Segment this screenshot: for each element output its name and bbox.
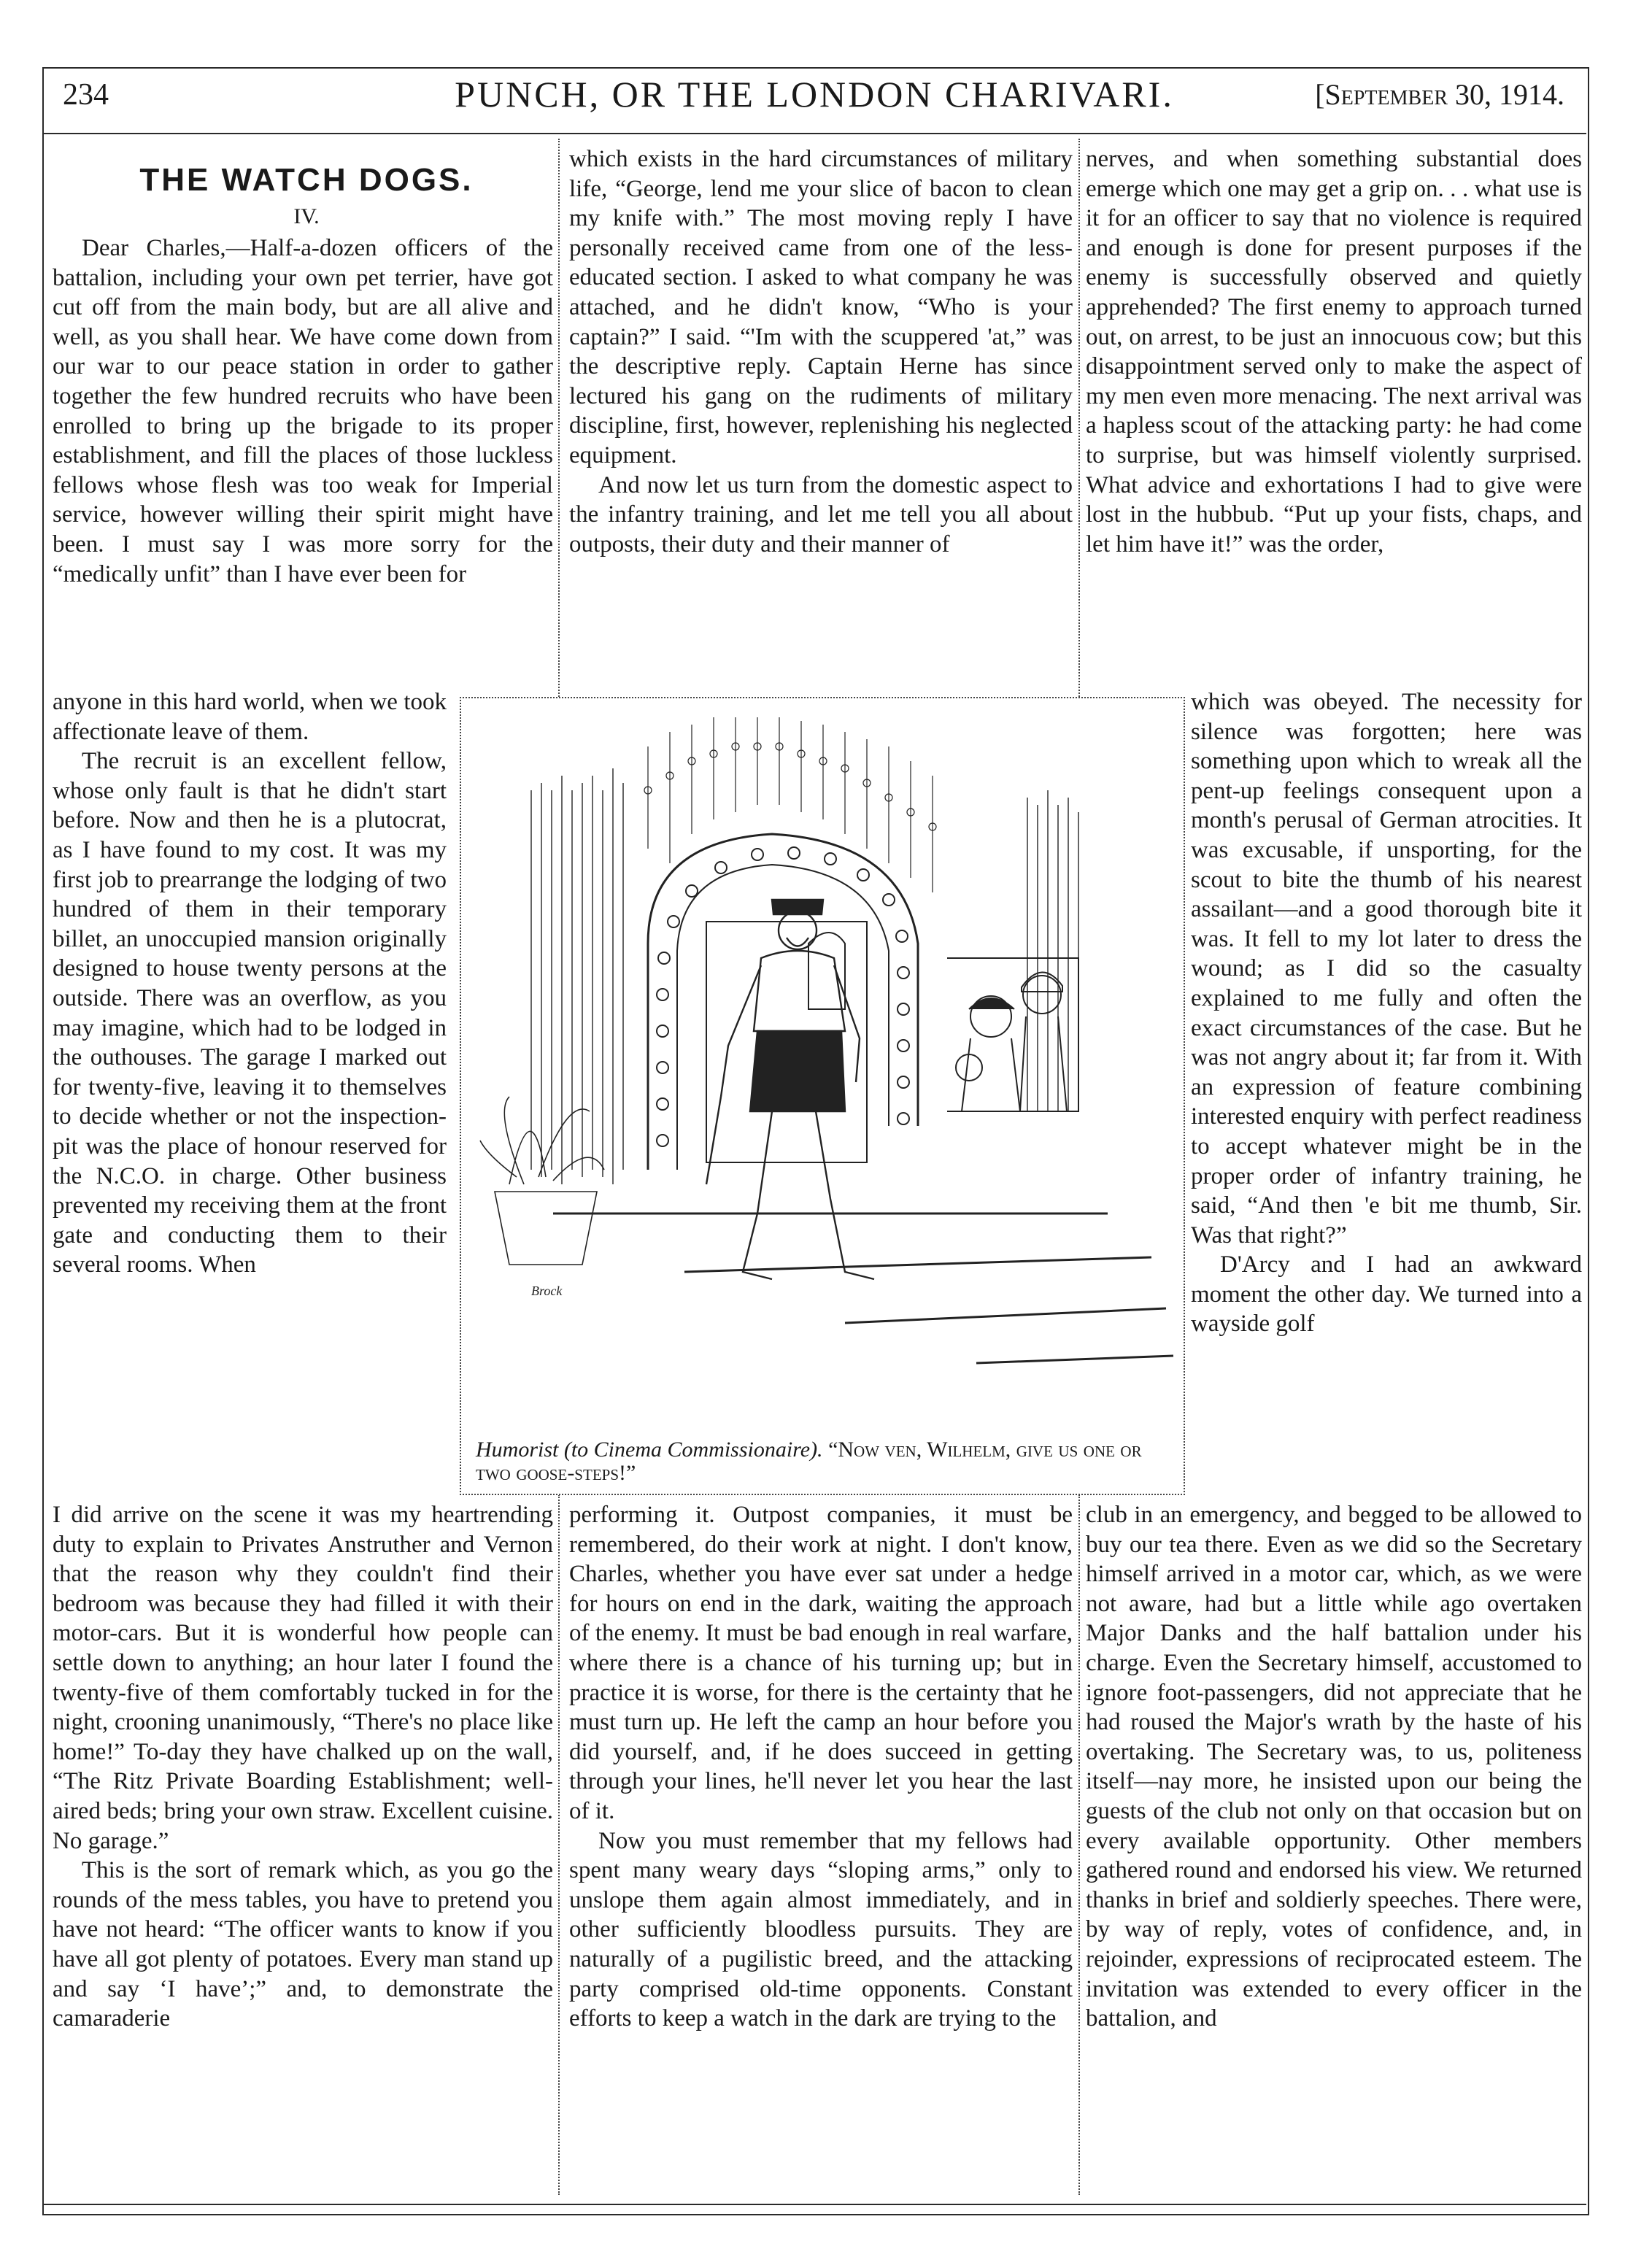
header-rule [42,133,1586,134]
column-1-middle [53,687,447,1490]
paragraph: I did arrive on the scene it was my heartrending duty to explain to Privates Anstruther and Vernon that the reason why they couldn't find their bedroom was because they had filled it with their motor-cars. But it is wonderful how people can settle down to anything; an hour later I found the twenty-five of them comfortably tucked in for the night, crooning unanimously, “There's no place like home!” To-day they have chalked up on the wall, “The Ritz Private Boarding Establishment; well-aired beds; bring your own straw. Excellent cuisine. No garage.” [53,1502,553,1854]
commissionaire-figure [706,900,874,1279]
onlookers [956,972,1067,1111]
issue-date-day-year: 30, 1914. [1448,78,1564,111]
caption-quote: “Now ven, Wilhelm, give us one or two goose-steps!” [476,1438,1142,1485]
paragraph: D'Arcy and I had an awkward moment the other day. We turned into a wayside golf [1191,1251,1582,1338]
article-title: THE WATCH DOGS. [139,162,474,198]
article-part-numeral: IV. [293,204,320,228]
paragraph: anyone in this hard world, when we took affectionate leave of them. [53,689,447,745]
column-rule-2-bottom [1078,1494,1080,2195]
column-2-bottom [569,1500,1073,2201]
column-1-top [53,234,553,686]
footer-rule [42,2204,1586,2205]
column-rule-2-top [1078,139,1080,697]
arched-doorway [648,834,918,1170]
column-3-top [1086,144,1582,688]
paragraph: The recruit is an excellent fellow, whose only fault is that he didn't start before. Now and then he is a plutocrat, as I have found to my cost. It was my first job to prearrange the lodging of two hundred of them in their temporary billet, an unoccupied mansion originally designed to house twenty persons at the outside. There was an overflow, as you may imagine, which had to be lodged in the outhouses. The garage I marked out for twenty-five, leaving it to themselves to decide whether or not the inspection-pit was the place of honour reserved for the N.C.O. in charge. Other business prevented my receiving them at the front gate and conducting them to their several rooms. When [53,748,447,1278]
paragraph: This is the sort of remark which, as you go the rounds of the mess tables, you have to pretend you have not heard: “The officer wants to know if you have all got plenty of potatoes. Every man stand up and say ‘I have’;” and, to demonstrate the camaraderie [53,1857,553,2032]
cartoon-illustration [466,703,1179,1397]
paragraph: Dear Charles,—Half-a-dozen officers of the battalion, including your own pet terrier, have got cut off from the main body, but are all alive and well, as you shall hear. We have come down from our war to our peace station in order to gather together the few hundred recruits who have been enrolled to bring up the brigade to its proper establishment, and fill the places of those luckless fellows whose flesh was too weak for Imperial service, however willing their spirit might have been. I must say I was more sorry for the “medically unfit” than I have ever been for [53,235,553,587]
column-3-middle [1191,687,1582,1490]
potted-plant [480,1097,604,1265]
background-hatching [531,768,1078,1184]
illustration-caption [476,1438,1169,1485]
issue-date [1315,77,1564,112]
masthead-title: PUNCH, OR THE LONDON CHARIVARI. [455,74,1174,115]
column-rule-1-top [558,139,560,697]
paragraph: which was obeyed. The necessity for silence was forgotten; here was something upon which to wreak all the pent-up feelings consequent upon a month's perusal of German atrocities. It was excusable, if unsporting, for the scout to bite the thumb of his nearest assailant—and a good thorough bite it was. It fell to my lot later to dress the wound; as I did so the casualty explained to me fully and often the exact circumstances of the case. But he was not angry about it; far from it. With an expression of feature combining interested enquiry with perfect readiness to accept whatever might be in the proper order of infantry training, he said, “And then 'e bit me thumb, Sir. Was that right?” [1191,689,1582,1249]
paragraph: nerves, and when something substantial does emerge which one may get a grip on. . . what use is it for an officer to say that no violence is required and enough is done for present purposes if the enemy is successfully observed and quietly apprehended? The first enemy to approach turned out, on arrest, to be just an innocuous cow; but this disappointment served only to make the aspect of my men even more menacing. The next arrival was a hapless scout of the attacking party: he had come to surprise, but was himself violently surprised. What advice and exhortations I had to give were lost in the hubbub. “Put up your fists, chaps, and let him have it!” was the order, [1086,146,1582,557]
column-2-top [569,144,1073,688]
floor-steps [553,1213,1173,1363]
paragraph: performing it. Outpost companies, it must be remembered, do their work at night. I don't know, Charles, whether you have ever sat under a hedge for hours on end in the dark, waiting the approach of the enemy. It must be bad enough in real warfare, where there is a chance of his turning up; but in practice it is worse, for there is the certainty that he must turn up. He left the camp an hour before you did yourself, and, if he does succeed in getting through your lines, he'll never let you hear the last of it. [569,1502,1073,1824]
paragraph: And now let us turn from the domestic aspect to the infantry training, and let me tell you all about outposts, their duty and their manner of [569,471,1073,557]
caption-speaker: Humorist (to Cinema Commissionaire). [476,1438,823,1462]
page-number: 234 [63,78,109,112]
column-1-bottom [53,1500,553,2201]
paragraph: Now you must remember that my fellows had spent many weary days “sloping arms,” only to unslope them again almost immediately, and in other sufficiently bloodless pursuits. They are naturally of a pugilistic breed, and the attacking party comprised old-time opponents. Constant efforts to keep a watch in the dark are trying to the [569,1827,1073,2032]
column-3-bottom [1086,1500,1582,2201]
issue-date-month: [September [1315,78,1448,111]
page-header [42,73,1586,131]
column-rule-1-bottom [558,1494,560,2195]
illustration-panel [460,697,1185,1495]
paragraph: club in an emergency, and begged to be allowed to buy our tea there. Even as we did so the Secretary himself arrived in a motor car, which, as we were not aware, had but a little while ago overtaken Major Danks and the half battalion under his charge. Even the Secretary himself, accustomed to ignore foot-passengers, did not appreciate that he had roused the Major's wrath by the haste of his overtaking. The Secretary was, to us, politeness itself—nay more, he insisted upon our being the guests of the club not only on that occasion but on every available opportunity. Other members gathered round and endorsed his view. We returned thanks in brief and soldierly speeches. There were, by way of reply, votes of confidence, and, in rejoinder, expressions of reciprocated esteem. The invitation was extended to every officer in the battalion, and [1086,1502,1582,2032]
paragraph: which exists in the hard circumstances of military life, “George, lend me your slice of bacon to clean my knife with.” The most moving reply I have personally received came from one of the less-educated section. I asked to what company he was attached, and he didn't know, “Who is your captain?” I said. “'Im with the scuppered 'at,” was the descriptive reply. Captain Herne has since lectured his gang on the rudiments of military discipline, first, however, replenishing his neglected equipment. [569,146,1073,468]
artist-signature: Brock [531,1284,563,1298]
